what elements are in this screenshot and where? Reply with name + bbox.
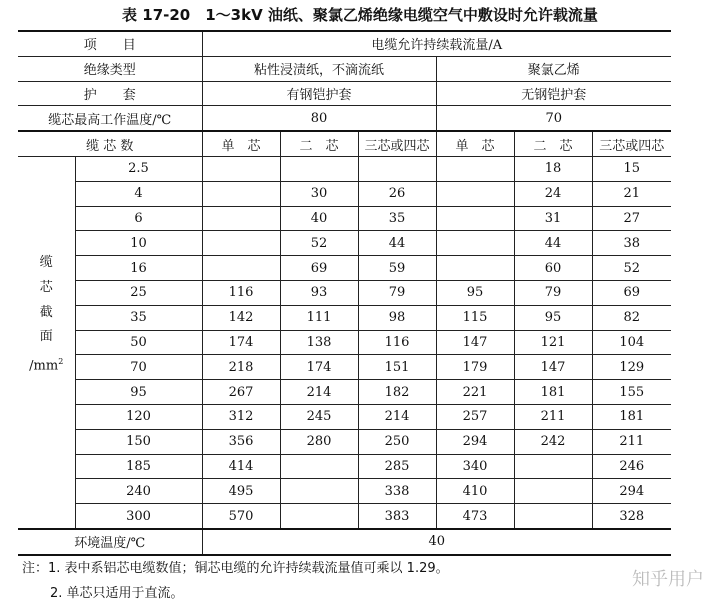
ampacity-cell: 98 bbox=[358, 305, 436, 330]
ampacity-cell: 294 bbox=[592, 479, 671, 504]
table-row bbox=[18, 330, 671, 355]
watermark: 知乎用户 bbox=[632, 569, 704, 590]
ampacity-cell: 82 bbox=[592, 305, 671, 330]
ampacity-cell: 116 bbox=[358, 330, 436, 355]
ampacity-cell: 280 bbox=[280, 429, 358, 454]
cross-section-cell: 95 bbox=[75, 380, 202, 405]
cross-section-cell: 35 bbox=[75, 305, 202, 330]
ampacity-cell: 155 bbox=[592, 380, 671, 405]
table-row bbox=[18, 479, 671, 504]
table-title: 表 17-20 1～3kV 油纸、聚氯乙烯绝缘电缆空气中敷设时允许载流量 bbox=[122, 6, 598, 24]
ampacity-cell: 340 bbox=[436, 454, 514, 479]
ampacity-cell bbox=[202, 256, 280, 281]
ampacity-cell: 52 bbox=[280, 231, 358, 256]
table-row bbox=[18, 256, 671, 281]
ampacity-cell: 111 bbox=[280, 305, 358, 330]
ampacity-cell: 44 bbox=[358, 231, 436, 256]
cross-section-cell: 185 bbox=[75, 454, 202, 479]
ampacity-cell: 410 bbox=[436, 479, 514, 504]
cores-label: 缆 芯 数 bbox=[18, 131, 202, 156]
temp-label: 缆芯最高工作温度/℃ bbox=[18, 106, 202, 131]
core-col-header: 单 芯 bbox=[202, 131, 280, 156]
ampacity-cell: 250 bbox=[358, 429, 436, 454]
cross-section-cell: 50 bbox=[75, 330, 202, 355]
cross-section-cell: 25 bbox=[75, 280, 202, 305]
ampacity-cell: 414 bbox=[202, 454, 280, 479]
header-row-temp bbox=[18, 106, 671, 131]
ampacity-cell: 257 bbox=[436, 404, 514, 429]
ampacity-cell: 24 bbox=[514, 181, 592, 206]
ambient-value: 40 bbox=[202, 529, 671, 555]
ampacity-cell: 570 bbox=[202, 504, 280, 529]
ampacity-cell bbox=[514, 454, 592, 479]
ampacity-cell bbox=[358, 156, 436, 181]
table-row bbox=[18, 156, 671, 181]
ampacity-cell bbox=[280, 504, 358, 529]
ampacity-cell: 142 bbox=[202, 305, 280, 330]
table-row bbox=[18, 305, 671, 330]
table-row bbox=[18, 280, 671, 305]
ampacity-cell: 38 bbox=[592, 231, 671, 256]
core-col-header: 单 芯 bbox=[436, 131, 514, 156]
table-row bbox=[18, 380, 671, 405]
ampacity-cell: 18 bbox=[514, 156, 592, 181]
ampacity-cell bbox=[436, 206, 514, 231]
note-2: 2. 单芯只适用于直流。 bbox=[50, 586, 184, 601]
ampacity-cell: 174 bbox=[202, 330, 280, 355]
ampacity-cell: 312 bbox=[202, 404, 280, 429]
table-row bbox=[18, 454, 671, 479]
ampacity-cell bbox=[514, 504, 592, 529]
header-row-insulation bbox=[18, 56, 671, 81]
ambient-row bbox=[18, 529, 671, 555]
ampacity-cell: 221 bbox=[436, 380, 514, 405]
ampacity-cell: 69 bbox=[592, 280, 671, 305]
ampacity-cell: 242 bbox=[514, 429, 592, 454]
table-row bbox=[18, 206, 671, 231]
ampacity-cell: 40 bbox=[280, 206, 358, 231]
temp-a: 80 bbox=[202, 106, 436, 131]
ampacity-cell: 60 bbox=[514, 256, 592, 281]
ampacity-cell: 267 bbox=[202, 380, 280, 405]
ampacity-cell: 218 bbox=[202, 355, 280, 380]
ampacity-cell: 121 bbox=[514, 330, 592, 355]
ampacity-table bbox=[18, 30, 671, 556]
ampacity-cell: 69 bbox=[280, 256, 358, 281]
ampacity-cell bbox=[202, 206, 280, 231]
ampacity-cell: 151 bbox=[358, 355, 436, 380]
ampacity-cell: 328 bbox=[592, 504, 671, 529]
ampacity-cell: 95 bbox=[514, 305, 592, 330]
ampacity-cell: 181 bbox=[514, 380, 592, 405]
header-row-sheath bbox=[18, 81, 671, 106]
ampacity-cell: 147 bbox=[436, 330, 514, 355]
item-label: 项 目 bbox=[18, 31, 202, 56]
ampacity-cell: 115 bbox=[436, 305, 514, 330]
cross-section-label-part: 芯 bbox=[39, 279, 53, 295]
ampacity-cell bbox=[514, 479, 592, 504]
core-col-header: 三芯或四芯 bbox=[358, 131, 436, 156]
ampacity-cell: 245 bbox=[280, 404, 358, 429]
unit-superscript: 2 bbox=[58, 357, 64, 367]
ampacity-cell bbox=[280, 156, 358, 181]
table-row bbox=[18, 404, 671, 429]
table-row bbox=[18, 231, 671, 256]
cross-section-cell: 70 bbox=[75, 355, 202, 380]
cross-section-cell: 240 bbox=[75, 479, 202, 504]
ampacity-cell: 95 bbox=[436, 280, 514, 305]
cross-section-cell: 120 bbox=[75, 404, 202, 429]
cross-section-label bbox=[18, 156, 75, 528]
ampacity-cell: 285 bbox=[358, 454, 436, 479]
ampacity-cell: 79 bbox=[358, 280, 436, 305]
table-row bbox=[18, 429, 671, 454]
ampacity-cell: 129 bbox=[592, 355, 671, 380]
ampacity-cell: 214 bbox=[358, 404, 436, 429]
ampacity-cell: 174 bbox=[280, 355, 358, 380]
ampacity-cell: 214 bbox=[280, 380, 358, 405]
sheath-b: 无钢铠护套 bbox=[436, 81, 671, 106]
table-row bbox=[18, 355, 671, 380]
insulation-a: 粘性浸渍纸，不滴流纸 bbox=[202, 56, 436, 81]
cross-section-label-part: 面 bbox=[39, 329, 53, 345]
ampacity-cell bbox=[202, 156, 280, 181]
insulation-b: 聚氯乙烯 bbox=[436, 56, 671, 81]
ampacity-cell: 179 bbox=[436, 355, 514, 380]
ampacity-cell: 383 bbox=[358, 504, 436, 529]
core-col-header: 三芯或四芯 bbox=[592, 131, 671, 156]
ampacity-cell: 211 bbox=[514, 404, 592, 429]
temp-b: 70 bbox=[436, 106, 671, 131]
ampacity-cell: 147 bbox=[514, 355, 592, 380]
ampacity-cell: 31 bbox=[514, 206, 592, 231]
cross-section-label-part: /mm bbox=[29, 358, 59, 374]
table-row bbox=[18, 181, 671, 206]
sheath-a: 有钢铠护套 bbox=[202, 81, 436, 106]
ampacity-cell bbox=[280, 454, 358, 479]
cross-section-label-part: 截 bbox=[39, 304, 53, 320]
ampacity-cell: 181 bbox=[592, 404, 671, 429]
ampacity-cell: 15 bbox=[592, 156, 671, 181]
ampacity-cell: 93 bbox=[280, 280, 358, 305]
ampacity-cell: 104 bbox=[592, 330, 671, 355]
core-col-header: 二 芯 bbox=[280, 131, 358, 156]
note-1: 注：1. 表中系铝芯电缆数值；铜芯电缆的允许持续载流量值可乘以 1.29。 bbox=[22, 561, 449, 576]
ampacity-cell: 30 bbox=[280, 181, 358, 206]
cross-section-cell: 16 bbox=[75, 256, 202, 281]
ambient-label: 环境温度/℃ bbox=[18, 529, 202, 555]
header-row-item bbox=[18, 31, 671, 56]
table-row bbox=[18, 504, 671, 529]
ampacity-cell: 116 bbox=[202, 280, 280, 305]
ampacity-cell: 44 bbox=[514, 231, 592, 256]
cross-section-cell: 6 bbox=[75, 206, 202, 231]
ampacity-cell bbox=[202, 231, 280, 256]
ampacity-cell: 26 bbox=[358, 181, 436, 206]
ampacity-cell: 294 bbox=[436, 429, 514, 454]
ampacity-cell: 338 bbox=[358, 479, 436, 504]
ampacity-cell bbox=[436, 156, 514, 181]
ampacity-cell bbox=[436, 231, 514, 256]
unit-label bbox=[18, 351, 75, 376]
header-row-cores bbox=[18, 131, 671, 156]
ampacity-cell: 211 bbox=[592, 429, 671, 454]
cross-section-cell: 10 bbox=[75, 231, 202, 256]
cross-section-cell: 150 bbox=[75, 429, 202, 454]
ampacity-cell: 473 bbox=[436, 504, 514, 529]
ampacity-cell: 79 bbox=[514, 280, 592, 305]
ampacity-cell bbox=[280, 479, 358, 504]
core-col-header: 二 芯 bbox=[514, 131, 592, 156]
ampacity-cell: 246 bbox=[592, 454, 671, 479]
ampacity-cell: 495 bbox=[202, 479, 280, 504]
current-label: 电缆允许持续载流量/A bbox=[202, 31, 671, 56]
ampacity-cell bbox=[202, 181, 280, 206]
ampacity-cell: 182 bbox=[358, 380, 436, 405]
ampacity-cell: 356 bbox=[202, 429, 280, 454]
ampacity-cell: 59 bbox=[358, 256, 436, 281]
sheath-label: 护 套 bbox=[18, 81, 202, 106]
ampacity-cell: 138 bbox=[280, 330, 358, 355]
ampacity-cell: 52 bbox=[592, 256, 671, 281]
cross-section-label-part: 缆 bbox=[39, 254, 53, 270]
cross-section-cell: 4 bbox=[75, 181, 202, 206]
insulation-label: 绝缘类型 bbox=[18, 56, 202, 81]
cross-section-cell: 300 bbox=[75, 504, 202, 529]
ampacity-cell: 21 bbox=[592, 181, 671, 206]
ampacity-cell: 27 bbox=[592, 206, 671, 231]
ampacity-cell bbox=[436, 256, 514, 281]
ampacity-cell: 35 bbox=[358, 206, 436, 231]
cross-section-cell: 2.5 bbox=[75, 156, 202, 181]
ampacity-cell bbox=[436, 181, 514, 206]
